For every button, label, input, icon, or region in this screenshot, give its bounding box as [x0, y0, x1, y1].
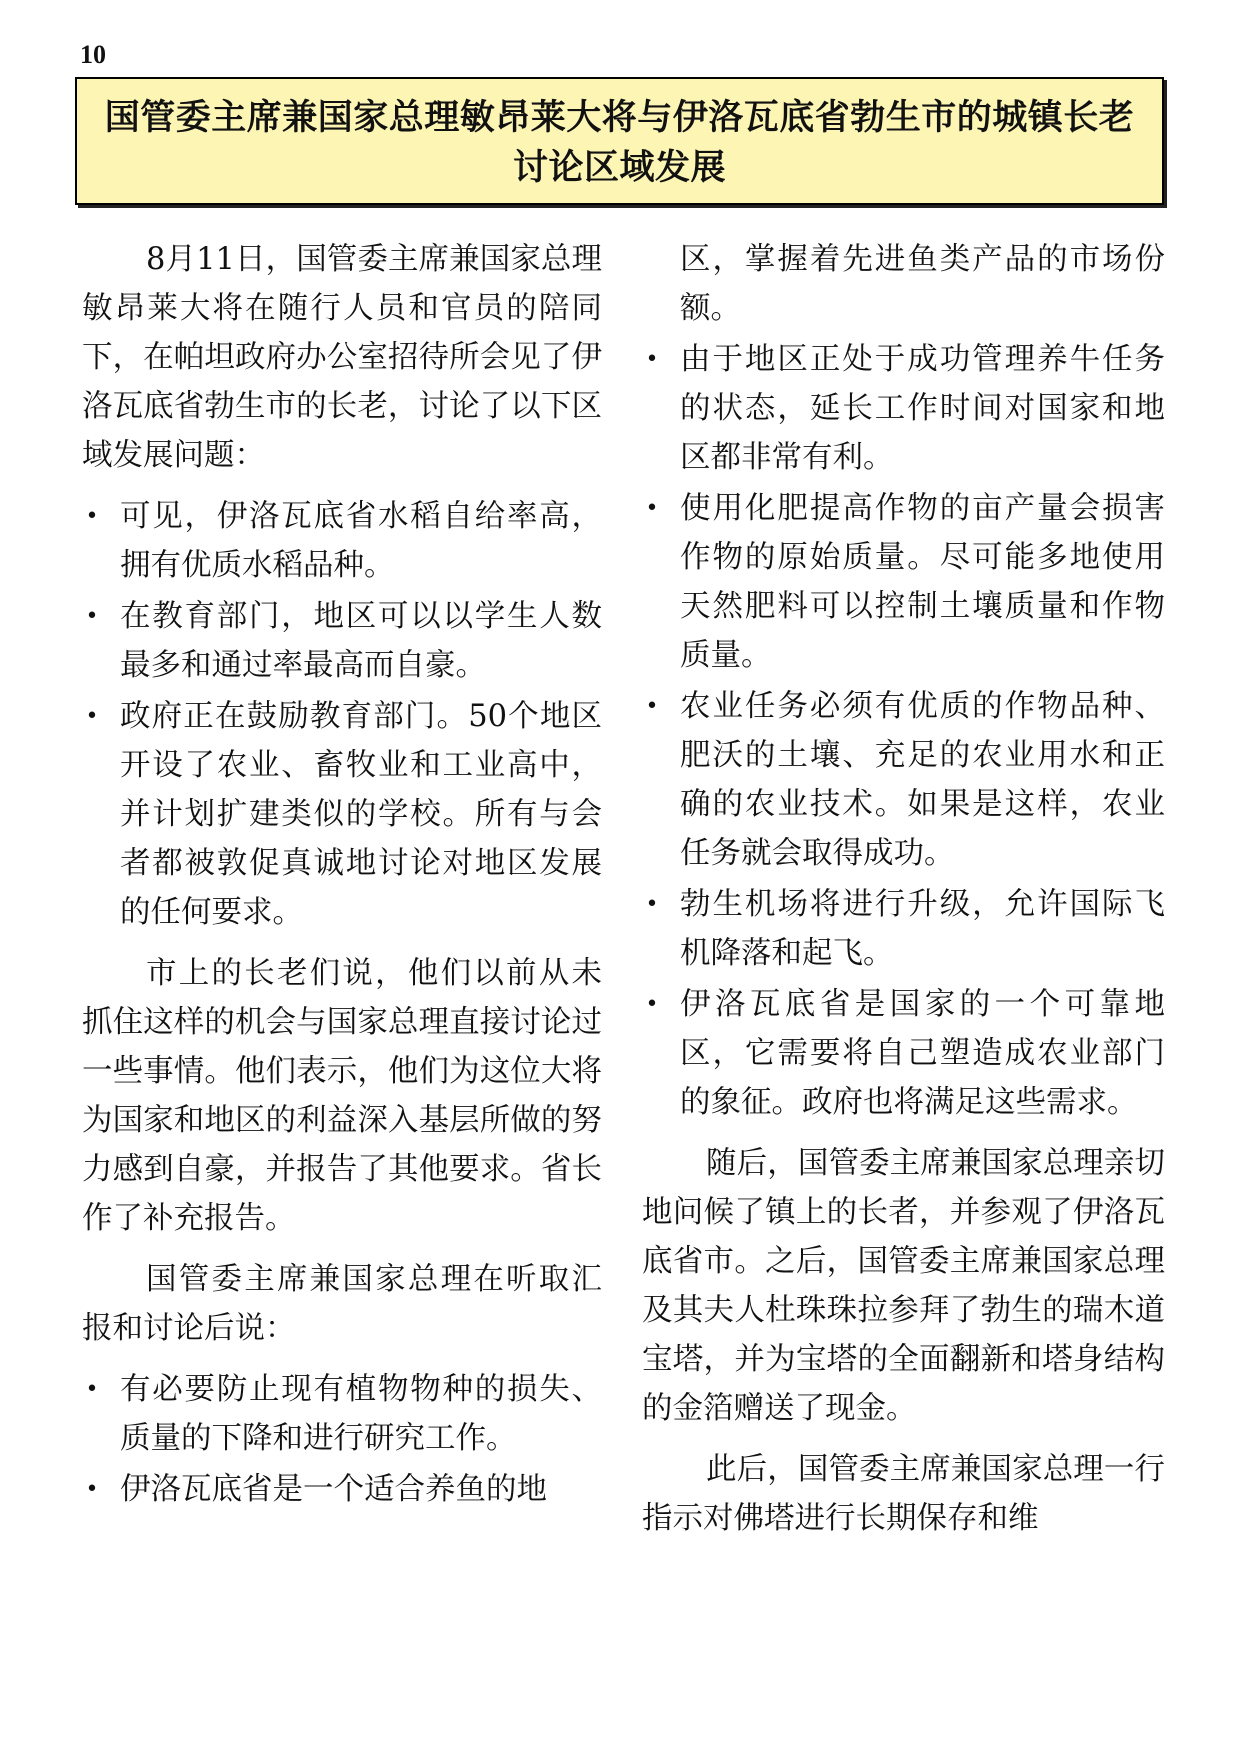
- bullet-list-3: [642, 235, 1165, 1127]
- article-title: 国管委主席兼国家总理敏昂莱大将与伊洛瓦底省勃生市的城镇长老讨论区域发展: [104, 98, 1135, 188]
- intro-paragraph: 8月11日，国管委主席兼国家总理敏昂莱大将在随行人员和官员的陪同下，在帕坦政府办公室招待所会见了伊洛瓦底省勃生市的长老，讨论了以下区域发展问题：: [82, 242, 602, 473]
- page-number: 10: [80, 40, 106, 69]
- list-item: • 在教育部门，地区可以以学生人数最多和通过率最高而自豪。: [82, 592, 602, 690]
- list-item: • 勃生机场将进行升级，允许国际飞机降落和起飞。: [642, 880, 1165, 978]
- list-item: • 有必要防止现有植物物种的损失、质量的下降和进行研究工作。: [82, 1365, 602, 1463]
- bullet-icon: •: [645, 694, 659, 719]
- list-item-continuation: 区，掌握着先进鱼类产品的市场份额。: [680, 242, 1165, 326]
- elders-paragraph: 市上的长老们说，他们以前从未抓住这样的机会与国家总理直接讨论过一些事情。他们表示，他们为这位大将为国家和地区的利益深入基层所做的努力感到自豪，并报告了其他要求。省长作了补充报告。: [82, 956, 602, 1236]
- bullet-icon: •: [645, 347, 659, 372]
- list-item: • 可见，伊洛瓦底省水稻自给率高，拥有优质水稻品种。: [82, 492, 602, 590]
- list-item: • 伊洛瓦底省是一个适合养鱼的地: [82, 1465, 602, 1514]
- bullet-list-2: [82, 1365, 602, 1514]
- bullet-icon: •: [645, 992, 659, 1017]
- bullet-icon: •: [645, 496, 659, 521]
- bullet-icon: •: [85, 704, 99, 729]
- list-item: • 伊洛瓦底省是国家的一个可靠地区，它需要将自己塑造成农业部门的象征。政府也将满足这些需求。: [642, 980, 1165, 1127]
- bullet-icon: •: [85, 504, 99, 529]
- right-column: [642, 235, 1165, 1555]
- premier-says-paragraph: 国管委主席兼国家总理在听取汇报和讨论后说：: [82, 1262, 602, 1346]
- bullet-list-1: [82, 492, 602, 937]
- bullet-icon: •: [645, 892, 659, 917]
- bullet-icon: •: [85, 604, 99, 629]
- bullet-icon: •: [85, 1377, 99, 1402]
- bullet-icon: •: [85, 1477, 99, 1502]
- title-box: [75, 77, 1164, 205]
- list-item: • 政府正在鼓励教育部门。50个地区开设了农业、畜牧业和工业高中，并计划扩建类似的学校。所有与会者都被敦促真诚地讨论对地区发展的任何要求。: [82, 692, 602, 937]
- list-item: • 使用化肥提高作物的亩产量会损害作物的原始质量。尽可能多地使用天然肥料可以控制土壤质量和作物质量。: [642, 484, 1165, 680]
- visit-paragraph: 随后，国管委主席兼国家总理亲切地问候了镇上的长者，并参观了伊洛瓦底省市。之后，国管委主席兼国家总理及其夫人杜珠珠拉参拜了勃生的瑞木道宝塔，并为宝塔的全面翻新和塔身结构的金箔赠送了现金。: [642, 1146, 1165, 1426]
- left-column: [82, 235, 602, 1526]
- list-item: • 由于地区正处于成功管理养牛任务的状态，延长工作时间对国家和地区都非常有利。: [642, 335, 1165, 482]
- pagoda-paragraph: 此后，国管委主席兼国家总理一行指示对佛塔进行长期保存和维: [642, 1452, 1165, 1536]
- list-item: • 农业任务必须有优质的作物品种、肥沃的土壤、充足的农业用水和正确的农业技术。如果是这样，农业任务就会取得成功。: [642, 682, 1165, 878]
